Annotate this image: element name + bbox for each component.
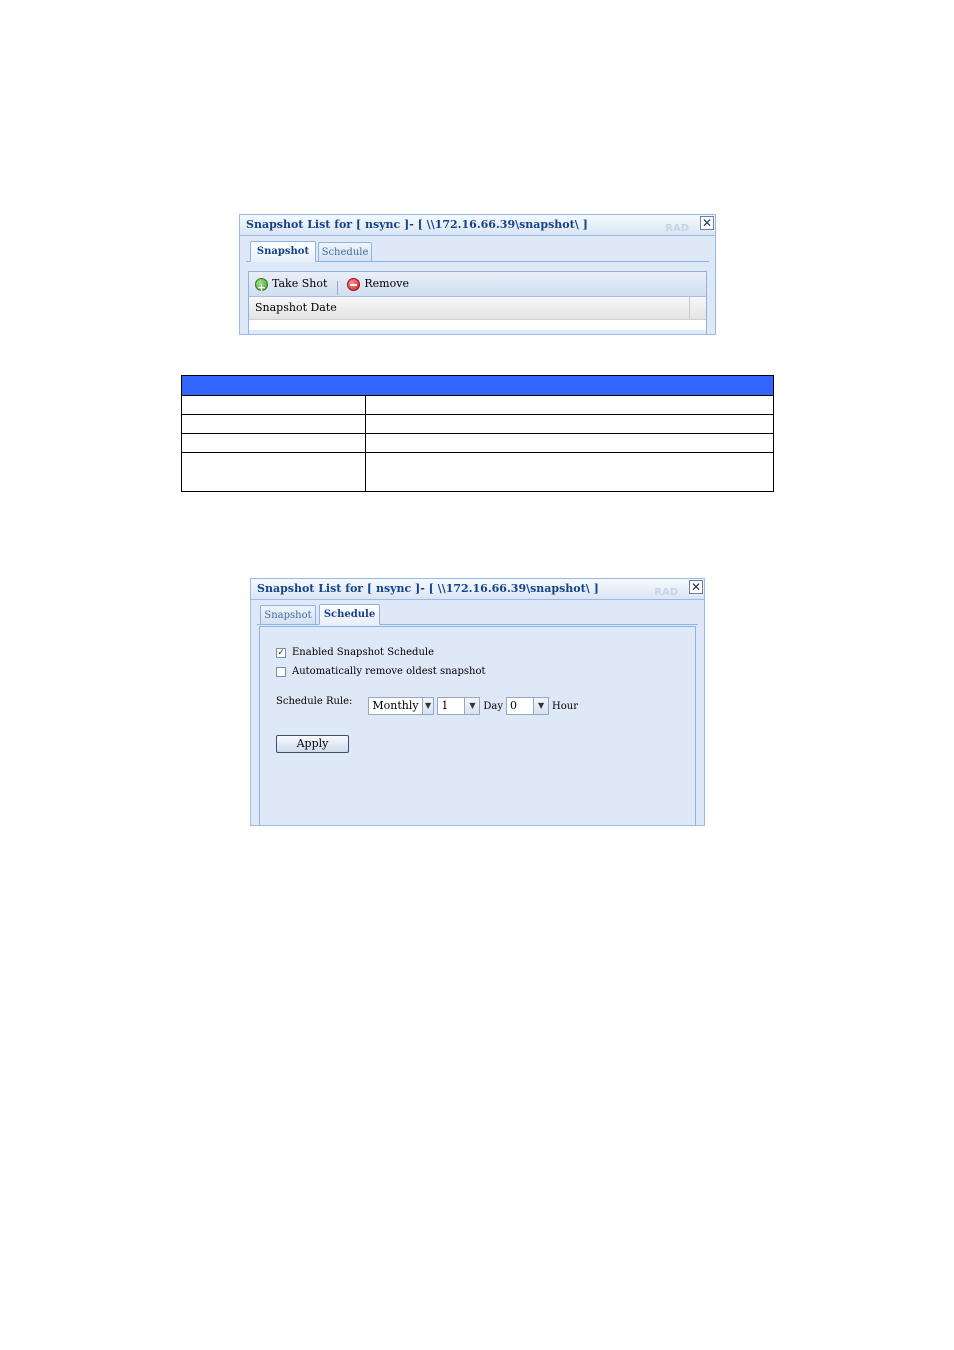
snapshot-list-dialog <box>239 214 716 335</box>
tab-bar <box>246 239 709 262</box>
add-icon <box>255 278 268 291</box>
enable-schedule-label: Enabled Snapshot Schedule <box>292 647 435 658</box>
table-cell <box>182 453 366 492</box>
snapshot-toolbar <box>249 272 706 297</box>
remove-button[interactable] <box>347 272 409 296</box>
table-row <box>182 453 774 492</box>
hour-select[interactable] <box>506 697 549 715</box>
toolbar-separator <box>337 281 338 295</box>
auto-remove-label: Automatically remove oldest snapshot <box>292 666 486 677</box>
auto-remove-row <box>276 666 486 677</box>
dialog-title-bar[interactable] <box>251 579 704 600</box>
snapshot-grid-body <box>249 320 706 330</box>
snapshot-date-column: Snapshot Date <box>255 301 337 314</box>
close-icon: ✕ <box>690 580 702 594</box>
day-unit-label: Day <box>483 700 504 712</box>
watermark-text: RAD <box>665 223 689 234</box>
tab-schedule[interactable]: Schedule <box>318 242 372 262</box>
description-table <box>181 375 774 492</box>
enable-schedule-checkbox[interactable]: ✓ <box>277 647 285 658</box>
table-cell <box>182 434 366 453</box>
table-row <box>182 396 774 415</box>
table-row <box>182 415 774 434</box>
tab-schedule[interactable]: Schedule <box>319 604 380 625</box>
dialog-title-bar[interactable] <box>240 215 715 236</box>
close-icon: ✕ <box>701 216 713 230</box>
chevron-down-icon: ▼ <box>422 698 434 714</box>
enable-schedule-row <box>276 647 434 658</box>
remove-icon <box>347 278 360 291</box>
dialog-title: Snapshot List for [ nsync ]- [ \\172.16.66.39\snapshot\ ] <box>257 582 599 595</box>
tab-snapshot[interactable]: Snapshot <box>250 241 316 262</box>
watermark-text: RAD <box>654 587 678 598</box>
table-cell <box>366 396 774 415</box>
take-shot-label: Take Shot <box>272 277 328 290</box>
dialog-title: Snapshot List for [ nsync ]- [ \\172.16.66.39\snapshot\ ] <box>246 218 588 231</box>
tab-snapshot[interactable]: Snapshot <box>260 605 316 625</box>
column-separator <box>689 297 690 319</box>
day-select[interactable] <box>437 697 480 715</box>
auto-remove-checkbox[interactable] <box>276 667 286 677</box>
table-cell <box>182 396 366 415</box>
snapshot-tab-body <box>248 271 707 335</box>
remove-label: Remove <box>364 277 409 290</box>
day-value: 1 <box>441 699 449 712</box>
tab-bar <box>257 602 698 625</box>
take-shot-button[interactable] <box>255 272 327 296</box>
chevron-down-icon: ▼ <box>533 698 548 714</box>
period-value: Monthly <box>372 699 419 712</box>
snapshot-schedule-dialog <box>250 578 705 826</box>
table-row <box>182 434 774 453</box>
period-select[interactable] <box>368 697 434 715</box>
schedule-tab-body <box>259 626 696 826</box>
schedule-rule-label: Schedule Rule: <box>276 695 353 707</box>
table-header-row <box>182 376 774 396</box>
close-button[interactable] <box>689 580 703 594</box>
schedule-rule-row <box>276 697 581 715</box>
chevron-down-icon: ▼ <box>464 698 479 714</box>
close-button[interactable] <box>700 216 714 230</box>
hour-value: 0 <box>510 699 518 712</box>
table-cell <box>366 453 774 492</box>
table-header-cell <box>182 376 774 396</box>
table-cell <box>366 415 774 434</box>
table-cell <box>366 434 774 453</box>
hour-unit-label: Hour <box>552 700 579 712</box>
apply-button[interactable]: Apply <box>276 735 349 753</box>
table-cell <box>182 415 366 434</box>
grid-column-header[interactable] <box>249 297 706 320</box>
